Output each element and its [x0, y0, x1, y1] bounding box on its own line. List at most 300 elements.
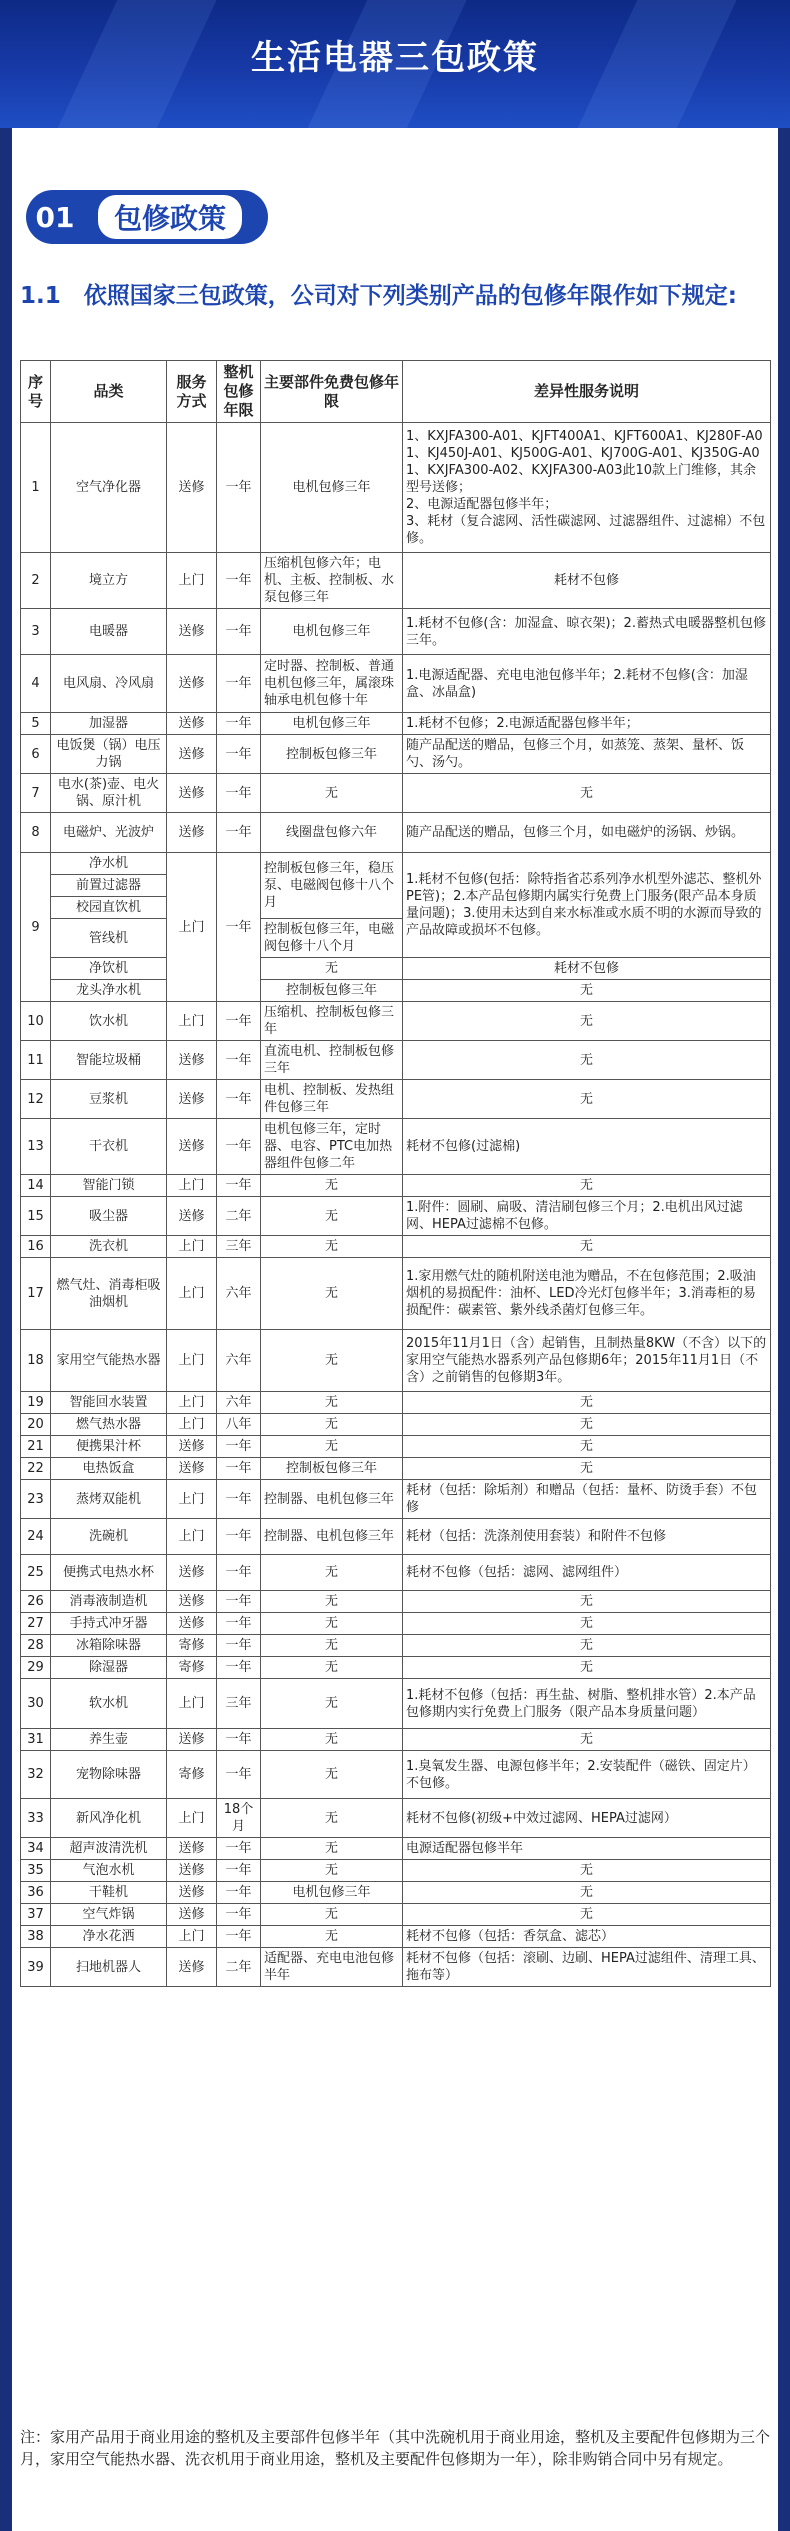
row-service: 上门	[167, 1519, 217, 1555]
section-header	[26, 190, 268, 244]
row-service: 送修	[167, 609, 217, 655]
table-row	[21, 655, 771, 713]
row-category: 智能回水装置	[51, 1392, 167, 1414]
row-number: 35	[21, 1860, 51, 1882]
row-parts: 无	[261, 1330, 403, 1392]
row-number: 21	[21, 1436, 51, 1458]
row-number: 34	[21, 1838, 51, 1860]
row-parts: 电机包修三年	[261, 1882, 403, 1904]
row-category: 手持式冲牙器	[51, 1613, 167, 1635]
table-row	[21, 1041, 771, 1080]
footnote: 注：家用产品用于商业用途的整机及主要部件包修半年（其中洗碗机用于商业用途，整机及主要配件包修期为三个月，家用空气能热水器、洗衣机用于商业用途，整机及主要配件包修期为一年），除非购销合同中另有规定。	[20, 2428, 771, 2468]
row-service: 送修	[167, 774, 217, 813]
row-number: 10	[21, 1002, 51, 1041]
row-number: 14	[21, 1175, 51, 1197]
row-category: 洗碗机	[51, 1519, 167, 1555]
row-parts: 无	[261, 1679, 403, 1729]
table-row	[21, 1392, 771, 1414]
row-category: 净饮机	[51, 958, 167, 980]
row-note: 无	[403, 1591, 771, 1613]
row-note: 1.耗材不包修(包括：除特指省芯系列净水机型外滤芯、整机外PE管)；2.本产品包修期内属实行免费上门服务(限产品本身质量问题)；3.使用未达到自来水标准或水质不明的水源而导致的产品故障或损坏不包修。	[403, 853, 771, 958]
row-category: 洗衣机	[51, 1236, 167, 1258]
row-number: 27	[21, 1613, 51, 1635]
row-category: 冰箱除味器	[51, 1635, 167, 1657]
table-row	[21, 1555, 771, 1591]
row-years: 一年	[217, 1480, 261, 1519]
row-service: 送修	[167, 1882, 217, 1904]
row-service: 送修	[167, 1436, 217, 1458]
content-card	[12, 128, 778, 2531]
table-row	[21, 1197, 771, 1236]
row-service: 上门	[167, 1392, 217, 1414]
table-row	[21, 1080, 771, 1119]
row-years: 一年	[217, 1860, 261, 1882]
row-number: 36	[21, 1882, 51, 1904]
table-row	[21, 1904, 771, 1926]
row-years: 一年	[217, 1882, 261, 1904]
row-number: 39	[21, 1948, 51, 1987]
row-service: 送修	[167, 1948, 217, 1987]
table-row	[21, 1436, 771, 1458]
row-service: 送修	[167, 1119, 217, 1175]
row-parts: 定时器、控制板、普通电机包修三年，属滚珠轴承电机包修十年	[261, 655, 403, 713]
row-note: 耗材不包修（包括：香氛盒、滤芯）	[403, 1926, 771, 1948]
row-note: 无	[403, 1882, 771, 1904]
row-category: 软水机	[51, 1679, 167, 1729]
row-service: 送修	[167, 423, 217, 553]
row-parts: 无	[261, 1635, 403, 1657]
table-row	[21, 423, 771, 553]
row-category: 电水(茶)壶、电火锅、原汁机	[51, 774, 167, 813]
row-number: 6	[21, 735, 51, 774]
row-category: 干衣机	[51, 1119, 167, 1175]
row-number: 24	[21, 1519, 51, 1555]
row-note: 无	[403, 1860, 771, 1882]
row-service: 送修	[167, 1041, 217, 1080]
row-parts: 电机包修三年，定时器、电容、PTC电加热器组件包修二年	[261, 1119, 403, 1175]
row-category: 宠物除味器	[51, 1751, 167, 1799]
row-number: 12	[21, 1080, 51, 1119]
row-service: 送修	[167, 1613, 217, 1635]
row-years: 一年	[217, 1175, 261, 1197]
row-category: 空气净化器	[51, 423, 167, 553]
row-years: 一年	[217, 1751, 261, 1799]
row-note: 无	[403, 1436, 771, 1458]
row-number: 15	[21, 1197, 51, 1236]
row-note: 1.附件：圆刷、扁吸、清洁刷包修三个月；2.电机出风过滤网、HEPA过滤棉不包修。	[403, 1197, 771, 1236]
row-years: 一年	[217, 1904, 261, 1926]
row-number: 16	[21, 1236, 51, 1258]
row-note: 无	[403, 1904, 771, 1926]
policy-subtitle: 1.1 依照国家三包政策，公司对下列类别产品的包修年限作如下规定:	[20, 283, 737, 309]
table-row	[21, 1751, 771, 1799]
table-row	[21, 1613, 771, 1635]
row-category: 便携果汁杯	[51, 1436, 167, 1458]
row-service: 上门	[167, 1926, 217, 1948]
row-note: 1.家用燃气灶的随机附送电池为赠品，不在包修范围；2.吸油烟机的易损配件：油杯、LED冷光灯包修半年；3.消毒柜的易损配件：碳素管、紫外线杀菌灯包修三年。	[403, 1258, 771, 1330]
row-years: 一年	[217, 1119, 261, 1175]
table-row	[21, 980, 771, 1002]
table-row	[21, 958, 771, 980]
table-row	[21, 713, 771, 735]
table-row	[21, 1799, 771, 1838]
row-parts: 无	[261, 1729, 403, 1751]
row-service: 送修	[167, 655, 217, 713]
row-parts: 控制板包修三年	[261, 980, 403, 1002]
row-note: 无	[403, 1635, 771, 1657]
row-parts: 压缩机包修六年；电机、主板、控制板、水泵包修三年	[261, 553, 403, 609]
row-years: 一年	[217, 1002, 261, 1041]
row-parts: 无	[261, 1860, 403, 1882]
row-service: 上门	[167, 1175, 217, 1197]
header-category: 品类	[51, 361, 167, 423]
row-note: 无	[403, 1236, 771, 1258]
table-row	[21, 1926, 771, 1948]
row-note: 随产品配送的赠品，包修三个月，如蒸笼、蒸架、量杯、饭勺、汤勺。	[403, 735, 771, 774]
row-years: 一年	[217, 1635, 261, 1657]
table-row	[21, 1635, 771, 1657]
row-parts: 线圈盘包修六年	[261, 813, 403, 853]
row-number: 29	[21, 1657, 51, 1679]
row-years: 一年	[217, 1657, 261, 1679]
row-years: 18个月	[217, 1799, 261, 1838]
row-number: 30	[21, 1679, 51, 1729]
header-years: 整机包修年限	[217, 361, 261, 423]
row-service: 上门	[167, 1258, 217, 1330]
row-category: 电磁炉、光波炉	[51, 813, 167, 853]
table-row	[21, 1838, 771, 1860]
header-notes: 差异性服务说明	[403, 361, 771, 423]
header-service: 服务方式	[167, 361, 217, 423]
row-note: 无	[403, 774, 771, 813]
row-number: 8	[21, 813, 51, 853]
table-row	[21, 1519, 771, 1555]
row-years: 一年	[217, 1926, 261, 1948]
row-note: 随产品配送的赠品，包修三个月，如电磁炉的汤锅、炒锅。	[403, 813, 771, 853]
row-parts: 无	[261, 1751, 403, 1799]
row-category: 净水花洒	[51, 1926, 167, 1948]
row-service: 送修	[167, 1555, 217, 1591]
row-note: 电源适配器包修半年	[403, 1838, 771, 1860]
row-note: 无	[403, 1458, 771, 1480]
row-category: 电饭煲（锅）电压力锅	[51, 735, 167, 774]
row-number: 13	[21, 1119, 51, 1175]
table-row	[21, 1657, 771, 1679]
row-number: 23	[21, 1480, 51, 1519]
table-row	[21, 1175, 771, 1197]
table-row	[21, 1591, 771, 1613]
row-number: 32	[21, 1751, 51, 1799]
row-category: 新风净化机	[51, 1799, 167, 1838]
table-row	[21, 1948, 771, 1987]
table-row	[21, 1236, 771, 1258]
row-years: 三年	[217, 1679, 261, 1729]
row-note: 耗材不包修（包括：滚刷、边刷、HEPA过滤组件、清理工具、拖布等）	[403, 1948, 771, 1987]
row-note: 无	[403, 1175, 771, 1197]
row-service: 送修	[167, 1080, 217, 1119]
row-number: 4	[21, 655, 51, 713]
row-category: 养生壶	[51, 1729, 167, 1751]
row-years: 八年	[217, 1414, 261, 1436]
table-row	[21, 1258, 771, 1330]
row-note: 2015年11月1日（含）起销售，且制热量8KW（不含）以下的家用空气能热水器系列产品包修期6年；2015年11月1日（不含）之前销售的包修期3年。	[403, 1330, 771, 1392]
table-row	[21, 1729, 771, 1751]
table-row	[21, 735, 771, 774]
row-years: 一年	[217, 1729, 261, 1751]
row-parts: 无	[261, 1236, 403, 1258]
row-service: 上门	[167, 1799, 217, 1838]
row-service: 送修	[167, 1729, 217, 1751]
row-category: 加湿器	[51, 713, 167, 735]
row-category: 吸尘器	[51, 1197, 167, 1236]
row-number: 20	[21, 1414, 51, 1436]
row-category: 家用空气能热水器	[51, 1330, 167, 1392]
row-category: 除湿器	[51, 1657, 167, 1679]
row-service: 寄修	[167, 1635, 217, 1657]
row-service: 寄修	[167, 1751, 217, 1799]
row-years: 一年	[217, 609, 261, 655]
table-row	[21, 1679, 771, 1729]
row-number: 7	[21, 774, 51, 813]
table-row	[21, 1882, 771, 1904]
page-banner	[0, 0, 790, 128]
row-note: 耗材（包括：除垢剂）和赠品（包括：量杯、防烫手套）不包修	[403, 1480, 771, 1519]
row-years: 一年	[217, 774, 261, 813]
row-years: 一年	[217, 813, 261, 853]
row-category: 智能门锁	[51, 1175, 167, 1197]
row-years: 一年	[217, 1555, 261, 1591]
row-number: 38	[21, 1926, 51, 1948]
row-parts: 无	[261, 1555, 403, 1591]
table-row	[21, 813, 771, 853]
row-category: 消毒液制造机	[51, 1591, 167, 1613]
row-service: 上门	[167, 553, 217, 609]
row-years: 一年	[217, 423, 261, 553]
row-service: 送修	[167, 1197, 217, 1236]
row-category: 干鞋机	[51, 1882, 167, 1904]
row-parts: 控制板包修三年，稳压泵、电磁阀包修十八个月	[261, 853, 403, 919]
row-parts: 无	[261, 1175, 403, 1197]
row-category: 境立方	[51, 553, 167, 609]
row-category: 燃气灶、消毒柜吸油烟机	[51, 1258, 167, 1330]
row-number: 31	[21, 1729, 51, 1751]
row-note: 无	[403, 1002, 771, 1041]
table-body	[21, 423, 771, 1987]
row-number: 37	[21, 1904, 51, 1926]
row-years: 二年	[217, 1948, 261, 1987]
row-number: 22	[21, 1458, 51, 1480]
table-row	[21, 1860, 771, 1882]
row-parts: 压缩机、控制板包修三年	[261, 1002, 403, 1041]
row-parts: 无	[261, 774, 403, 813]
row-parts: 控制器、电机包修三年	[261, 1519, 403, 1555]
row-service: 上门	[167, 853, 217, 1002]
section-title: 包修政策	[98, 195, 242, 239]
row-service: 上门	[167, 1414, 217, 1436]
table-header-row	[21, 361, 771, 423]
table-row	[21, 1458, 771, 1480]
row-note: 1、KXJFA300-A01、KJFT400A1、KJFT600A1、KJ280F-A01、KJ450J-A01、KJ500G-A01、KJ700G-A01、KJ350G-A01、KXJFA300-A02、KXJFA300-A03此10款上门维修，其余型号送修； 2、电源适配器包修半年； 3、耗材（复合滤网、活性碳滤网、过滤器组件、过滤棉）不包修。	[403, 423, 771, 553]
section-title-pill	[84, 190, 268, 244]
row-years: 一年	[217, 1838, 261, 1860]
warranty-table	[20, 360, 771, 1987]
table-row	[21, 1330, 771, 1392]
row-category: 豆浆机	[51, 1080, 167, 1119]
row-service: 上门	[167, 1236, 217, 1258]
table-row	[21, 1002, 771, 1041]
row-note: 耗材不包修	[403, 958, 771, 980]
row-parts: 电机包修三年	[261, 423, 403, 553]
row-years: 三年	[217, 1236, 261, 1258]
row-number: 19	[21, 1392, 51, 1414]
row-parts: 无	[261, 1657, 403, 1679]
row-number: 25	[21, 1555, 51, 1591]
row-number: 18	[21, 1330, 51, 1392]
row-service: 送修	[167, 813, 217, 853]
row-service: 上门	[167, 1330, 217, 1392]
row-parts: 适配器、充电电池包修半年	[261, 1948, 403, 1987]
row-note: 1.耗材不包修（包括：再生盐、树脂、整机排水管）2.本产品包修期内实行免费上门服务（限产品本身质量问题）	[403, 1679, 771, 1729]
table-row	[21, 774, 771, 813]
row-years: 六年	[217, 1258, 261, 1330]
row-years: 一年	[217, 1436, 261, 1458]
row-service: 寄修	[167, 1657, 217, 1679]
row-category: 智能垃圾桶	[51, 1041, 167, 1080]
row-category: 便携式电热水杯	[51, 1555, 167, 1591]
row-note: 耗材（包括：洗涤剂使用套装）和附件不包修	[403, 1519, 771, 1555]
row-years: 一年	[217, 1080, 261, 1119]
row-parts: 无	[261, 1414, 403, 1436]
row-years: 一年	[217, 735, 261, 774]
row-parts: 无	[261, 1926, 403, 1948]
row-years: 二年	[217, 1197, 261, 1236]
table-row	[21, 1414, 771, 1436]
row-note: 耗材不包修（包括：滤网、滤网组件）	[403, 1555, 771, 1591]
row-parts: 控制器、电机包修三年	[261, 1480, 403, 1519]
row-category: 校园直饮机	[51, 897, 167, 919]
row-service: 送修	[167, 1458, 217, 1480]
row-note: 无	[403, 1392, 771, 1414]
row-note: 耗材不包修(过滤棉)	[403, 1119, 771, 1175]
header-no: 序号	[21, 361, 51, 423]
row-years: 一年	[217, 1613, 261, 1635]
table-row	[21, 553, 771, 609]
row-category: 电风扇、冷风扇	[51, 655, 167, 713]
row-parts: 电机包修三年	[261, 713, 403, 735]
row-parts: 无	[261, 1197, 403, 1236]
row-note: 耗材不包修	[403, 553, 771, 609]
row-note: 无	[403, 1729, 771, 1751]
row-years: 六年	[217, 1392, 261, 1414]
row-service: 送修	[167, 713, 217, 735]
row-category: 超声波清洗机	[51, 1838, 167, 1860]
row-service: 送修	[167, 1591, 217, 1613]
row-parts: 无	[261, 1799, 403, 1838]
row-category: 电暖器	[51, 609, 167, 655]
row-number: 3	[21, 609, 51, 655]
row-service: 送修	[167, 735, 217, 774]
row-service: 上门	[167, 1679, 217, 1729]
table-row	[21, 853, 771, 875]
row-category: 燃气热水器	[51, 1414, 167, 1436]
row-category: 电热饭盒	[51, 1458, 167, 1480]
row-number: 33	[21, 1799, 51, 1838]
row-parts: 直流电机、控制板包修三年	[261, 1041, 403, 1080]
row-parts: 控制板包修三年，电磁阀包修十八个月	[261, 919, 403, 958]
row-service: 送修	[167, 1838, 217, 1860]
row-parts: 无	[261, 1904, 403, 1926]
row-number: 9	[21, 853, 51, 1002]
row-years: 一年	[217, 713, 261, 735]
row-years: 一年	[217, 1591, 261, 1613]
section-number: 01	[26, 190, 84, 244]
table-row	[21, 609, 771, 655]
row-years: 一年	[217, 1041, 261, 1080]
row-parts: 控制板包修三年	[261, 735, 403, 774]
row-category: 前置过滤器	[51, 875, 167, 897]
row-parts: 控制板包修三年	[261, 1458, 403, 1480]
row-years: 一年	[217, 1458, 261, 1480]
row-years: 一年	[217, 553, 261, 609]
row-category: 空气炸锅	[51, 1904, 167, 1926]
row-note: 耗材不包修(初级+中效过滤网、HEPA过滤网）	[403, 1799, 771, 1838]
row-note: 无	[403, 1414, 771, 1436]
row-parts: 无	[261, 1613, 403, 1635]
row-parts: 无	[261, 1591, 403, 1613]
row-number: 2	[21, 553, 51, 609]
row-parts: 无	[261, 1392, 403, 1414]
row-number: 5	[21, 713, 51, 735]
header-parts: 主要部件免费包修年限	[261, 361, 403, 423]
row-number: 17	[21, 1258, 51, 1330]
row-parts: 无	[261, 1258, 403, 1330]
row-parts: 无	[261, 958, 403, 980]
row-category: 扫地机器人	[51, 1948, 167, 1987]
row-category: 饮水机	[51, 1002, 167, 1041]
row-note: 1.耗材不包修(含：加湿盒、晾衣架)；2.蓄热式电暖器整机包修三年。	[403, 609, 771, 655]
row-number: 28	[21, 1635, 51, 1657]
row-note: 无	[403, 1613, 771, 1635]
page-title: 生活电器三包政策	[251, 38, 539, 78]
row-note: 无	[403, 1657, 771, 1679]
row-years: 一年	[217, 853, 261, 1002]
row-category: 龙头净水机	[51, 980, 167, 1002]
row-parts: 无	[261, 1436, 403, 1458]
row-note: 1.电源适配器、充电电池包修半年；2.耗材不包修(含：加湿盒、冰晶盒)	[403, 655, 771, 713]
row-service: 送修	[167, 1860, 217, 1882]
row-parts: 电机包修三年	[261, 609, 403, 655]
row-years: 一年	[217, 1519, 261, 1555]
row-note: 1.臭氧发生器、电源包修半年；2.安装配件（磁铁、固定片）不包修。	[403, 1751, 771, 1799]
row-note: 无	[403, 1080, 771, 1119]
row-number: 11	[21, 1041, 51, 1080]
table-row	[21, 1119, 771, 1175]
row-years: 六年	[217, 1330, 261, 1392]
table-row	[21, 1480, 771, 1519]
row-number: 26	[21, 1591, 51, 1613]
row-category: 蒸烤双能机	[51, 1480, 167, 1519]
row-years: 一年	[217, 655, 261, 713]
row-parts: 电机、控制板、发热组件包修三年	[261, 1080, 403, 1119]
row-category: 净水机	[51, 853, 167, 875]
row-note: 1.耗材不包修；2.电源适配器包修半年；	[403, 713, 771, 735]
row-service: 上门	[167, 1480, 217, 1519]
row-service: 上门	[167, 1002, 217, 1041]
row-service: 送修	[167, 1904, 217, 1926]
row-note: 无	[403, 980, 771, 1002]
row-category: 管线机	[51, 919, 167, 958]
row-number: 1	[21, 423, 51, 553]
